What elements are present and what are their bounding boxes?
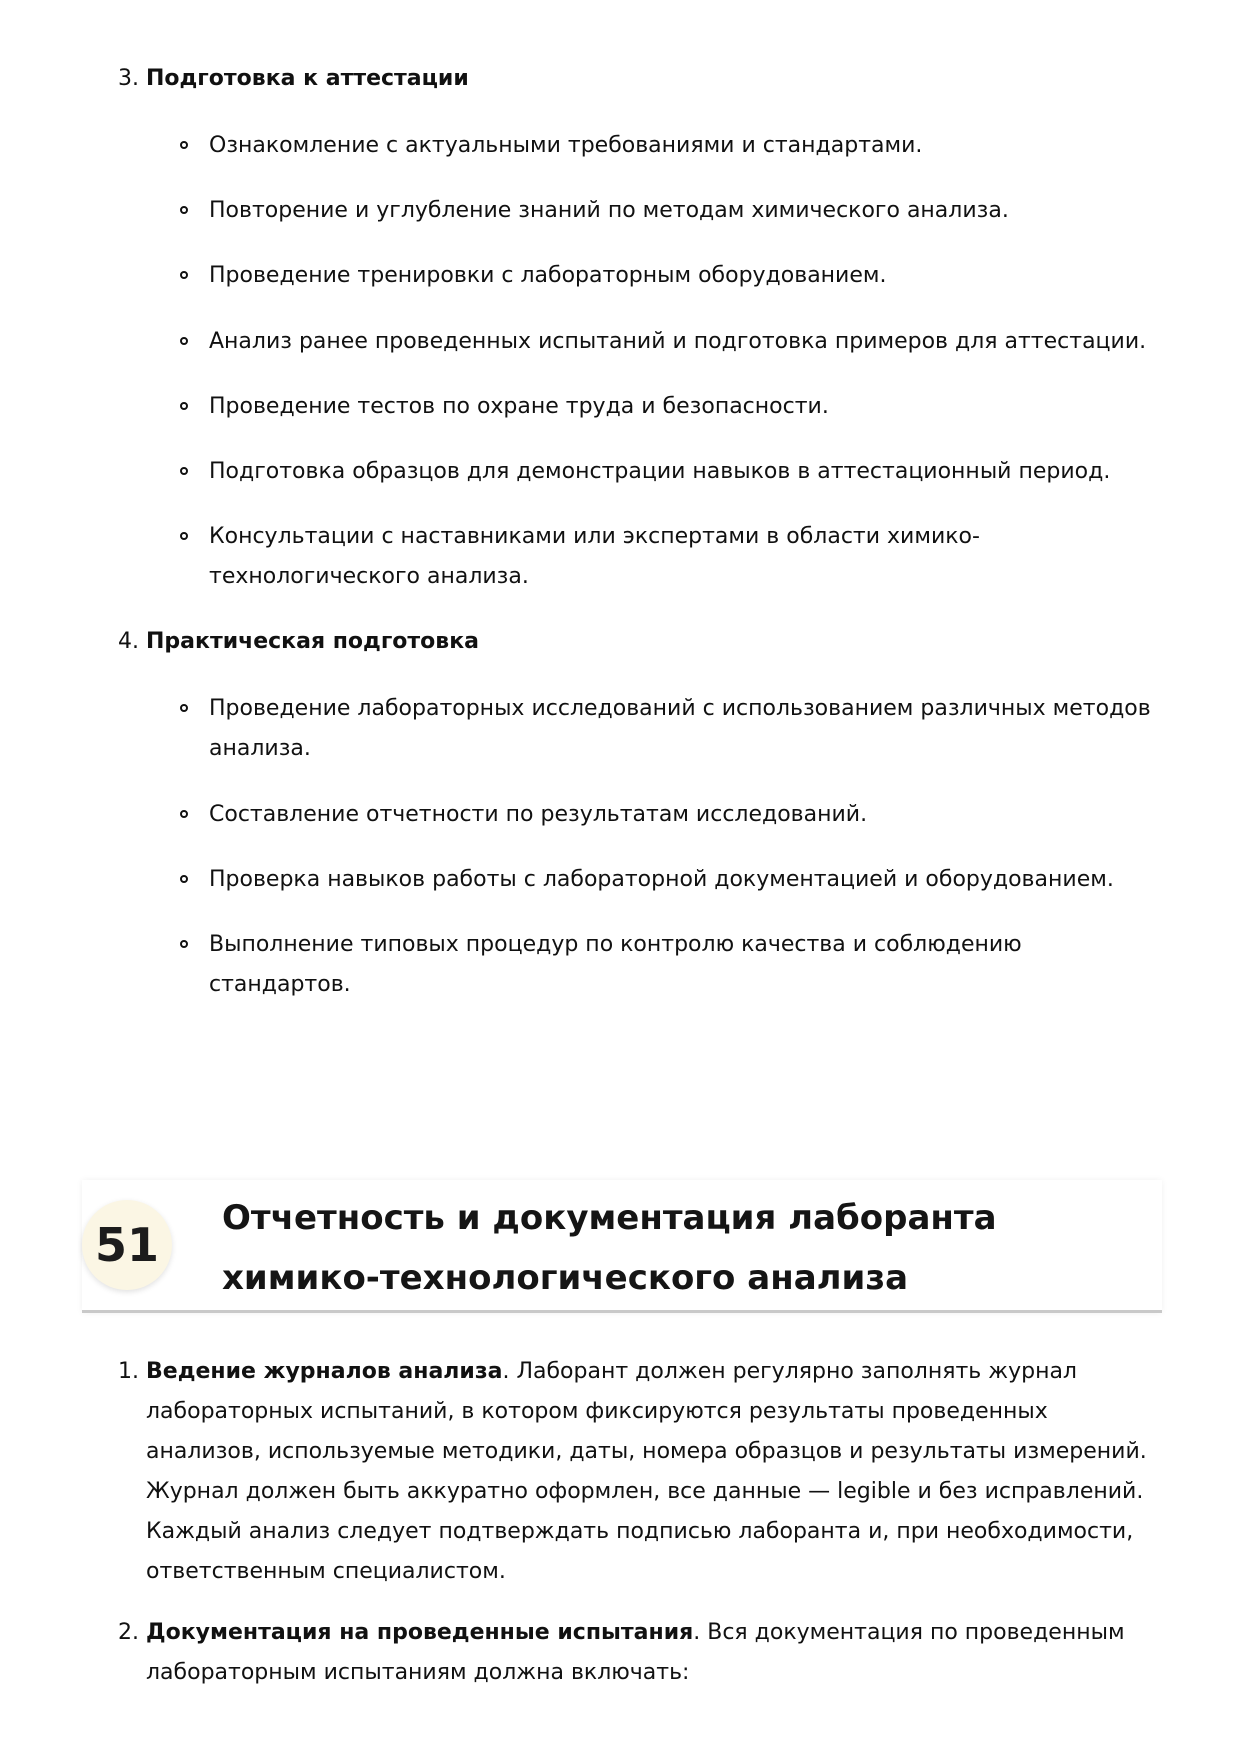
list-item: [180, 860, 1160, 900]
list-item: [180, 795, 1160, 835]
paragraph-text: . Лаборант должен регулярно заполнять журнал лабораторных испытаний, в котором фиксируются результаты проведенных анализов, используемые методики, даты, номера образцов и результаты измерений. Журнал должен быть аккуратно оформлен, все данные — legible и без исправлений. Каждый анализ следует подтверждать подписью лаборанта и, при необходимости, ответственным специалистом.: [146, 1359, 1147, 1584]
list-item-text: Проведение тестов по охране труда и безопасности.: [209, 394, 829, 419]
circle-bullet-icon: [180, 532, 188, 540]
list-number: 3.: [118, 66, 139, 91]
list-number: 4.: [118, 629, 139, 654]
paragraph-body: [146, 1352, 1158, 1592]
list-heading: [118, 64, 469, 94]
numbered-paragraph: [118, 1613, 1158, 1693]
section-header: [82, 1180, 1162, 1313]
list-item: [180, 256, 1160, 296]
list-item-text: Выполнение типовых процедур по контролю качества и соблюдению стандартов.: [209, 932, 1022, 997]
list-item-text: Подготовка образцов для демонстрации навыков в аттестационный период.: [209, 459, 1111, 484]
circle-bullet-icon: [180, 704, 188, 712]
list-item: [180, 126, 1160, 166]
list-item: [180, 322, 1160, 362]
list-heading: [118, 627, 479, 657]
circle-bullet-icon: [180, 875, 188, 883]
list-item-text: Проверка навыков работы с лабораторной документацией и оборудованием.: [209, 867, 1114, 892]
list-item-text: Анализ ранее проведенных испытаний и подготовка примеров для аттестации.: [209, 329, 1147, 354]
paragraph-lead: Документация на проведенные испытания: [146, 1620, 694, 1645]
circle-bullet-icon: [180, 206, 188, 214]
circle-bullet-icon: [180, 402, 188, 410]
circle-bullet-icon: [180, 141, 188, 149]
list-item-text: Ознакомление с актуальными требованиями и стандартами.: [209, 133, 923, 158]
list-heading-text: Практическая подготовка: [146, 629, 479, 654]
list-item-text: Проведение лабораторных исследований с использованием различных методов анализа.: [209, 696, 1151, 761]
circle-bullet-icon: [180, 271, 188, 279]
list-item-text: Повторение и углубление знаний по методам химического анализа.: [209, 198, 1009, 223]
circle-bullet-icon: [180, 940, 188, 948]
list-item: [180, 517, 1040, 597]
list-heading-text: Подготовка к аттестации: [146, 66, 469, 91]
list-item: [180, 387, 1160, 427]
numbered-paragraph: [118, 1352, 1158, 1592]
list-item-text: Консультации с наставниками или экспертами в области химико-технологического анализа.: [209, 524, 980, 589]
circle-bullet-icon: [180, 810, 188, 818]
section-number-badge: 51: [82, 1200, 172, 1290]
circle-bullet-icon: [180, 467, 188, 475]
circle-bullet-icon: [180, 337, 188, 345]
list-item: [180, 452, 1160, 492]
paragraph-lead: Ведение журналов анализа: [146, 1359, 503, 1384]
list-item: [180, 925, 1060, 1005]
paragraph-text: . Вся документация по проведенным лабораторным испытаниям должна включать:: [146, 1620, 1125, 1685]
list-item: [180, 689, 1160, 769]
paragraph-number: 2.: [118, 1620, 139, 1645]
paragraph-body: [146, 1613, 1158, 1693]
section-title: Отчетность и документация лаборанта химико-технологического анализа: [222, 1198, 997, 1298]
list-item-text: Проведение тренировки с лабораторным оборудованием.: [209, 263, 887, 288]
paragraph-number: 1.: [118, 1359, 139, 1384]
list-item-text: Составление отчетности по результатам исследований.: [209, 802, 868, 827]
list-item: [180, 191, 1160, 231]
